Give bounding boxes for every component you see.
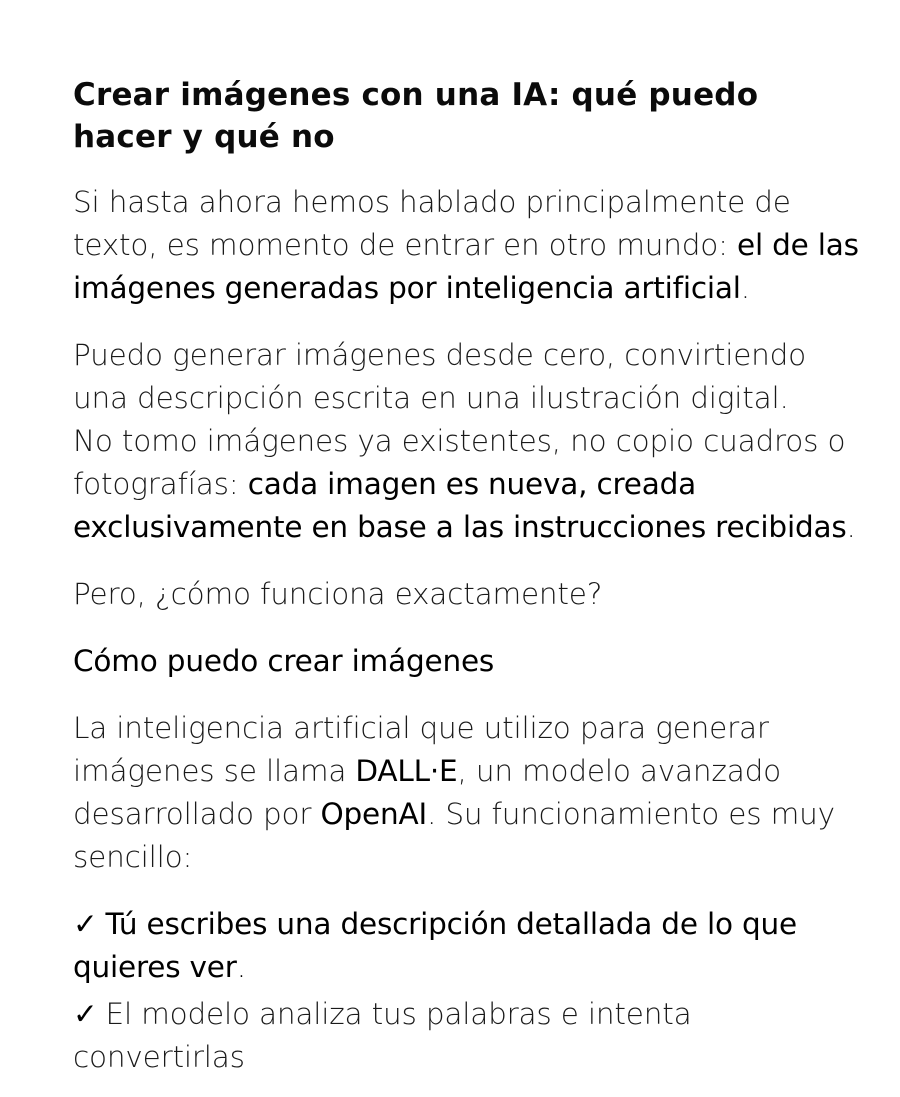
capability-line-1: Puedo generar imágenes desde cero, convirtiendo una descripción escrita en una ilustración digital. — [73, 338, 807, 415]
dalle-paragraph — [73, 707, 863, 879]
capability-paragraph — [73, 334, 863, 549]
checklist-item — [73, 993, 863, 1079]
intro-paragraph — [73, 181, 863, 310]
checkmark-icon: ✓ — [73, 997, 98, 1031]
question-paragraph: Pero, ¿cómo funciona exactamente? — [73, 577, 603, 611]
dalle-text-c: . Su funcionamiento es muy sencillo: — [73, 797, 835, 874]
intro-text: Si hasta ahora hemos hablado principalmente de texto, es momento de entrar en otro mundo: — [73, 185, 791, 262]
section-heading: Cómo puedo crear imágenes — [73, 644, 495, 678]
capability-line-2: No tomo imágenes ya existentes, no copio cuadros o fotografías: — [73, 424, 846, 501]
page-title: Crear imágenes con una IA: qué puedo hacer y qué no — [73, 77, 759, 155]
checklist-item-text: Tú escribes una descripción detallada de lo que quieres ver — [73, 907, 797, 984]
checklist-item-text: El modelo analiza tus palabras e intenta convertirlas — [73, 997, 692, 1074]
intro-period: . — [740, 271, 750, 305]
dalle-text-b: , un modelo avanzado desarrollado por — [73, 754, 781, 831]
capability-emphasis: cada imagen es nueva, creada exclusivamente en base a las instrucciones recibidas — [73, 467, 847, 544]
checkmark-icon: ✓ — [73, 907, 98, 941]
capability-period: . — [846, 510, 856, 544]
document-page — [73, 74, 863, 1083]
dalle-name: DALL·E — [355, 754, 458, 788]
checklist-item-end: . — [236, 950, 246, 984]
openai-name: OpenAI — [320, 797, 427, 831]
checklist — [73, 903, 863, 1079]
intro-emphasis: el de las imágenes generadas por inteligencia artificial — [73, 228, 859, 305]
dalle-text-a: La inteligencia artificial que utilizo para generar imágenes se llama — [73, 711, 769, 788]
checklist-item — [73, 903, 863, 989]
